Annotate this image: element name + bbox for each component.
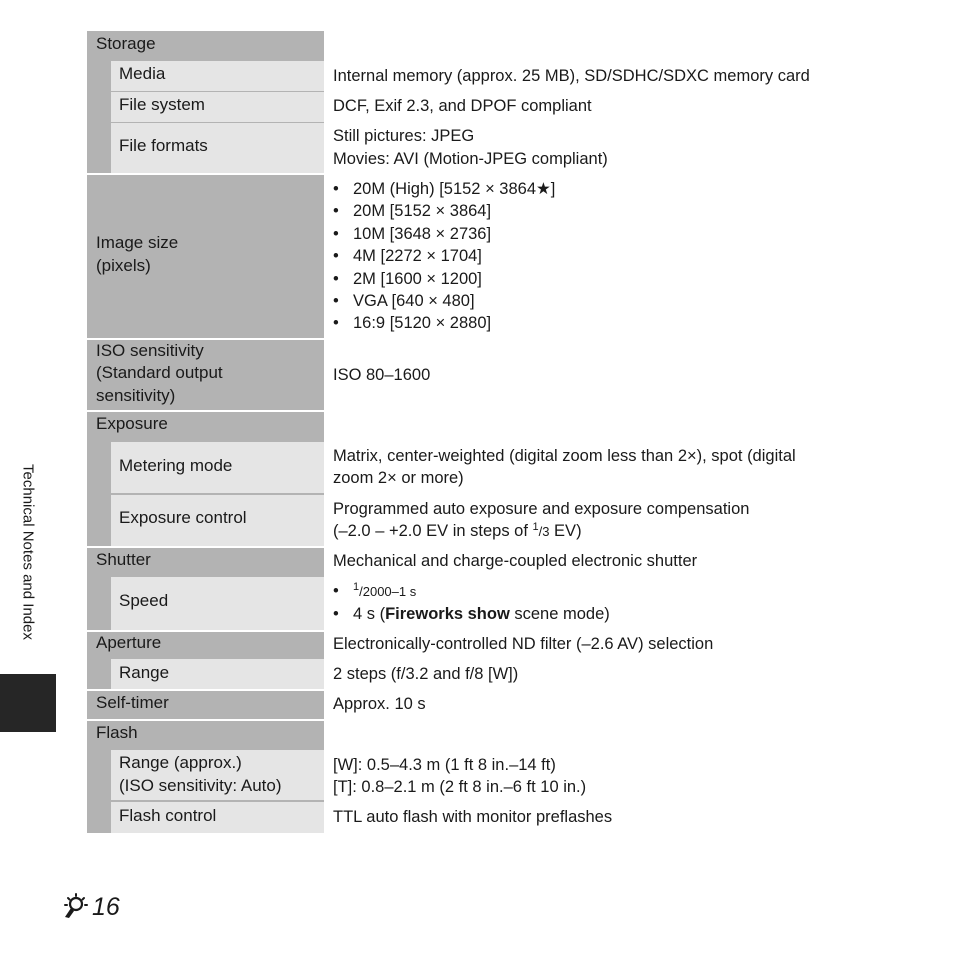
speed-fraction-numerator: 1	[353, 581, 360, 593]
media-value: Internal memory (approx. 25 MB), SD/SDHC/SDXC memory card	[333, 67, 810, 85]
image-size-item-text: 16:9 [5120 × 2880]	[353, 314, 492, 332]
image-size-label-line1: Image size	[96, 233, 179, 252]
file-formats-value-line2: Movies: AVI (Motion-JPEG compliant)	[333, 150, 608, 168]
metering-label: Metering mode	[119, 456, 233, 475]
flash-range-value-line2: [T]: 0.8–2.1 m (2 ft 8 in.–6 ft 10 in.)	[333, 778, 587, 796]
speed-text-b: scene mode)	[509, 605, 610, 623]
flash-control-value: TTL auto flash with monitor preflashes	[333, 808, 613, 826]
metering-value-line1: Matrix, center-weighted (digital zoom less than 2×), spot (digital	[333, 447, 796, 465]
file-formats-label: File formats	[119, 136, 208, 155]
speed-fraction-denominator: /2000	[359, 584, 392, 599]
iso-label-line1: ISO sensitivity	[96, 341, 204, 360]
file-system-value: DCF, Exif 2.3, and DPOF compliant	[333, 97, 592, 115]
exposure-label: Exposure	[96, 414, 168, 433]
range-label: Range	[119, 663, 170, 682]
image-size-item-text: 20M (High) [5152 × 3864	[353, 180, 536, 198]
reference-icon	[60, 892, 90, 922]
page-number	[60, 890, 120, 924]
image-size-item-text: 10M [3648 × 2736]	[353, 225, 492, 243]
exposure-control-label: Exposure control	[119, 508, 247, 527]
flash-range-label-line2: (ISO sensitivity: Auto)	[119, 776, 282, 795]
ec-text-b: EV)	[549, 522, 582, 540]
flash-label: Flash	[96, 723, 138, 742]
metering-value-line2: zoom 2× or more)	[333, 469, 464, 487]
exposure-control-value-line1: Programmed auto exposure and exposure compensation	[333, 500, 750, 518]
speed-range-rest: –1 s	[391, 584, 417, 599]
storage-label: Storage	[96, 34, 156, 53]
image-size-item-text: VGA [640 × 480]	[353, 292, 475, 310]
ec-fraction-numerator: 1	[532, 521, 539, 533]
ec-text-a: (–2.0 – +2.0 EV in steps of	[333, 522, 533, 540]
flash-range-label-line1: Range (approx.)	[119, 753, 242, 772]
file-formats-value-line1: Still pictures: JPEG	[333, 127, 475, 145]
star-suffix: ★]	[536, 180, 556, 198]
page-number-text: 16	[92, 892, 120, 921]
file-system-label: File system	[119, 95, 205, 114]
iso-label-line3: sensitivity)	[96, 386, 176, 405]
exposure-control-value-line2	[333, 520, 582, 545]
aperture-label: Aperture	[96, 633, 162, 652]
self-timer-value: Approx. 10 s	[333, 695, 426, 713]
speed-label: Speed	[119, 591, 169, 610]
image-size-item-text: 20M [5152 × 3864]	[353, 202, 492, 220]
image-size-label-line2: (pixels)	[96, 256, 151, 275]
self-timer-label: Self-timer	[96, 693, 169, 712]
section-tab-marker	[0, 674, 56, 732]
image-size-item-text: 4M [2272 × 1704]	[353, 247, 482, 265]
iso-label-line2: (Standard output	[96, 363, 223, 382]
image-size-item-text: 2M [1600 × 1200]	[353, 270, 482, 288]
speed-text-a: 4 s (	[353, 605, 386, 623]
shutter-label: Shutter	[96, 550, 151, 569]
media-label: Media	[119, 64, 166, 83]
flash-control-label: Flash control	[119, 806, 217, 825]
aperture-value: Electronically-controlled ND filter (–2.6 AV) selection	[333, 635, 714, 653]
range-value: 2 steps (f/3.2 and f/8 [W])	[333, 665, 519, 683]
iso-value: ISO 80–1600	[333, 366, 431, 384]
shutter-value: Mechanical and charge-coupled electronic shutter	[333, 552, 698, 570]
ec-fraction-denominator: /3	[538, 524, 550, 539]
flash-range-value-line1: [W]: 0.5–4.3 m (1 ft 8 in.–14 ft)	[333, 756, 556, 774]
side-section-label: Technical Notes and Index	[19, 464, 37, 640]
fireworks-show-text: Fireworks show	[385, 605, 510, 623]
